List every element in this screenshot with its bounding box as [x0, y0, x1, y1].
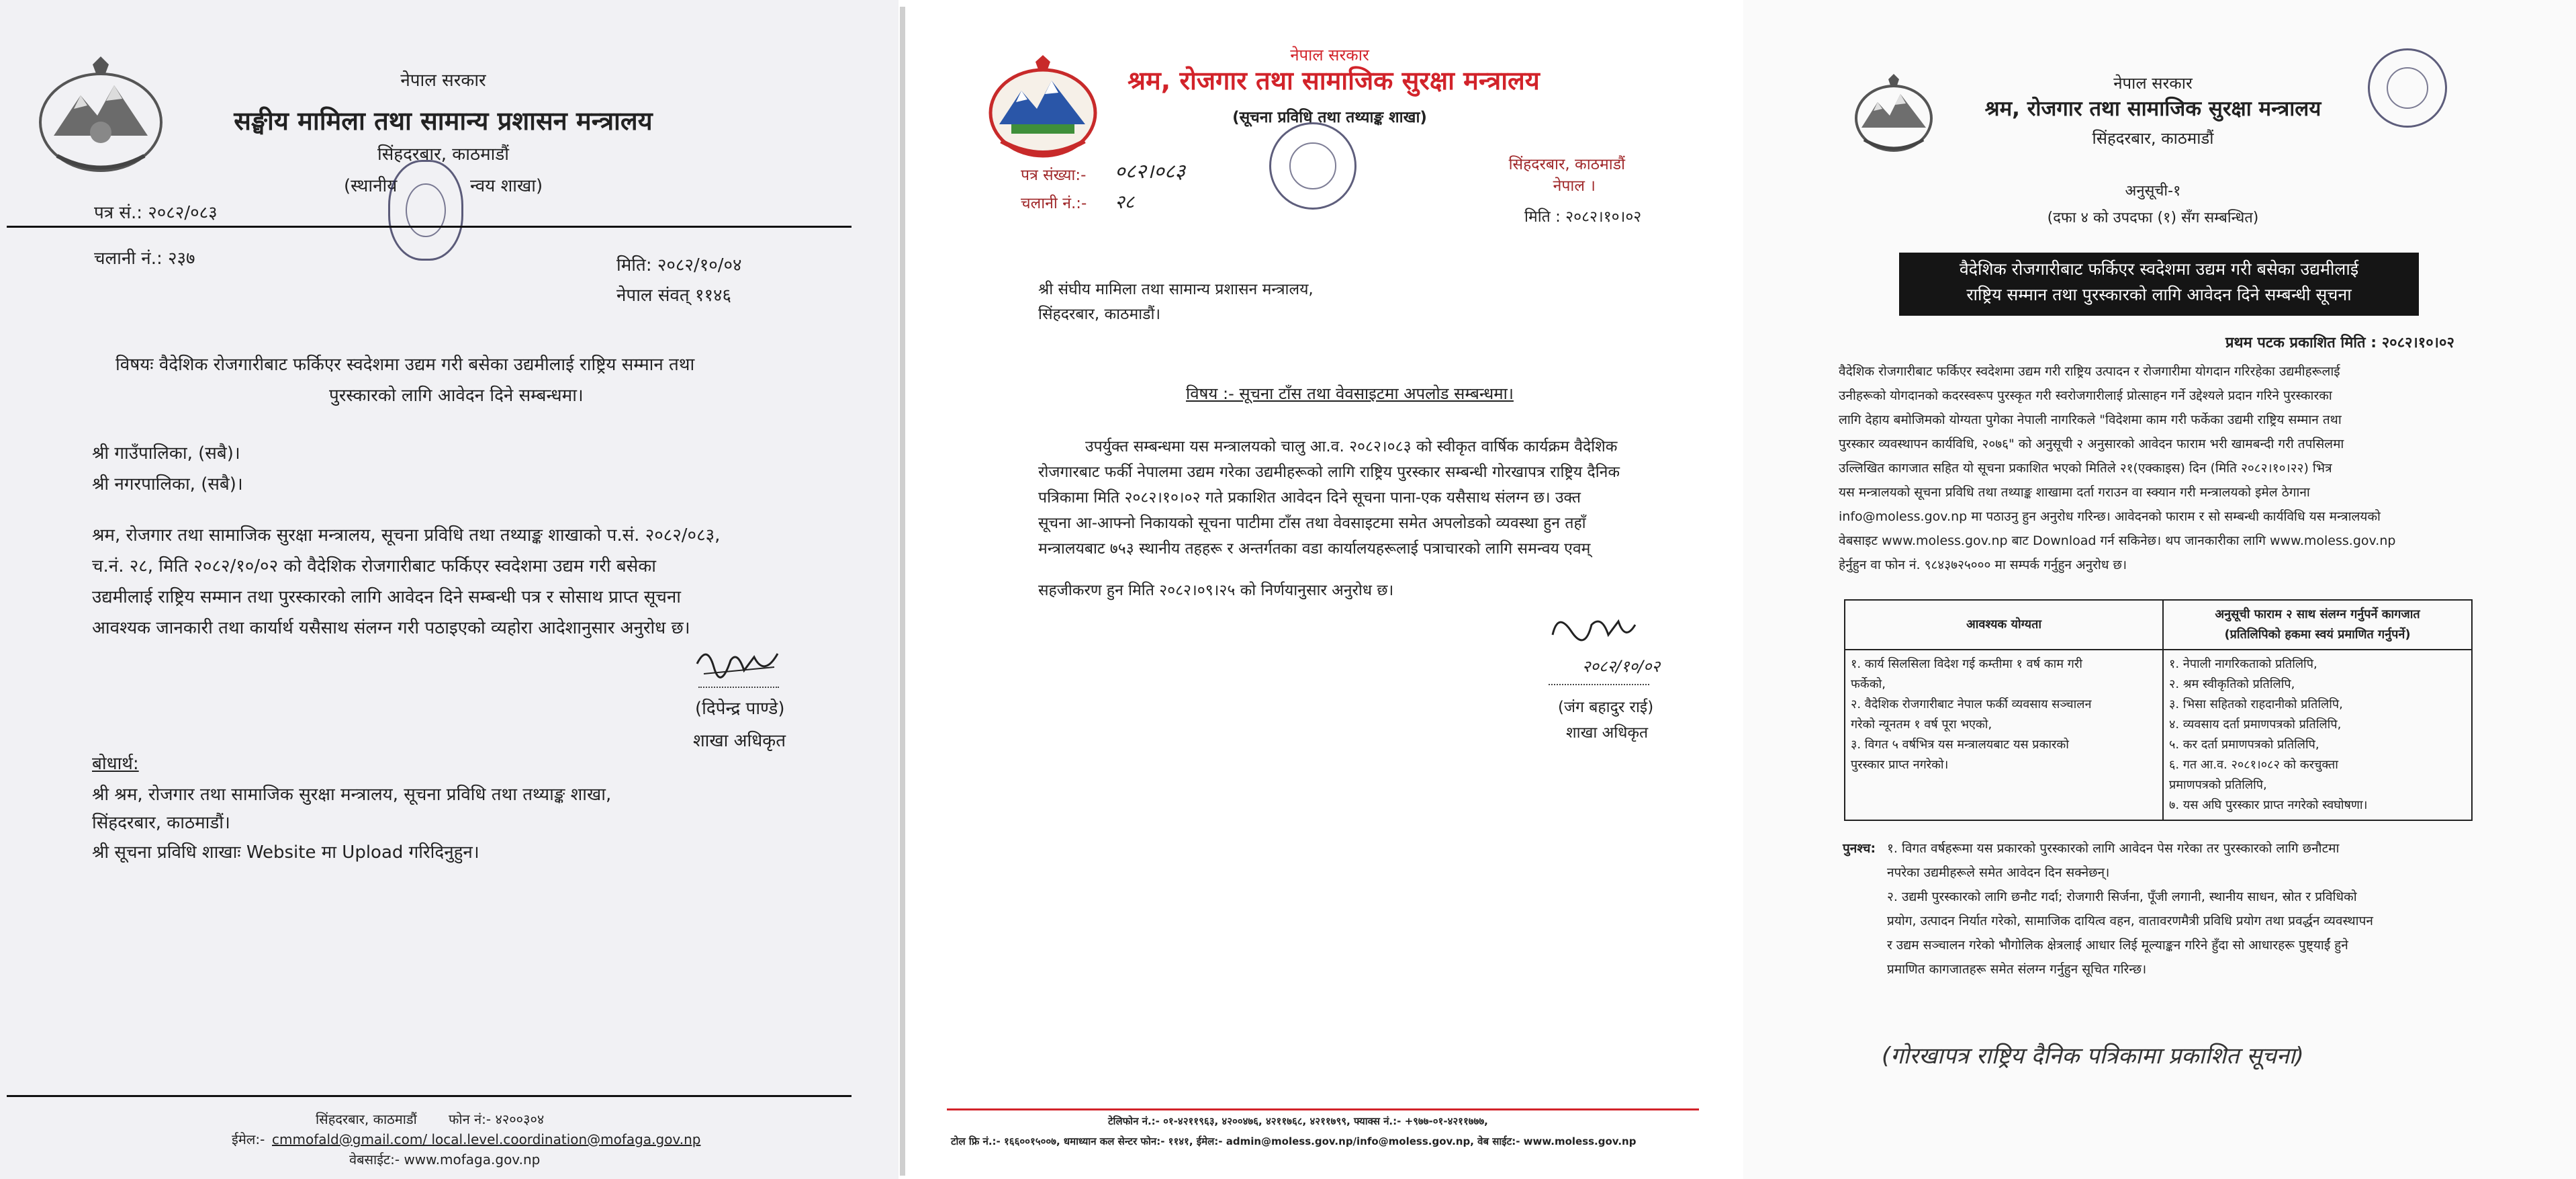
- signer-name: (जंग बहादुर राई): [1558, 699, 1654, 716]
- letter-moless: [913, 0, 1734, 1179]
- body-line: च.नं. २८, मिति २०८२/१०/०२ को वैदेशिक रोजगारीबाट फर्किएर स्वदेशमा उद्यम गरी बसेका: [92, 556, 657, 576]
- note-line: प्रयोग, उत्पादन निर्यात गरेको, सामाजिक दायित्व वहन, वातावरणमैत्री प्रविधि प्रयोग तथा प्रवर्द्धन व्यवस्थापन: [1887, 914, 2373, 928]
- gov-heading: नेपाल सरकार: [2113, 74, 2193, 93]
- nepal-samvat-date: नेपाल संवत् ११४६: [616, 286, 732, 306]
- office-address: सिंहदरबार, काठमाडौं: [1508, 156, 1625, 173]
- banner-line: वैदेशिक रोजगारीबाट फर्किएर स्वदेशमा उद्यम गरी बसेका उद्यमीलाई: [1959, 259, 2359, 279]
- cc-line: श्री सूचना प्रविधि शाखाः Website मा Upload गरिदिनुहुन।: [92, 842, 479, 863]
- banner-line: राष्ट्रिय सम्मान तथा पुरस्कारको लागि आवेदन दिने सम्बन्धी सूचना: [1966, 285, 2352, 304]
- list-item: ३. विगत ५ वर्षभित्र यस मन्त्रालयबाट यस प्रकारको: [1851, 738, 2069, 752]
- notice-annex: [1743, 0, 2576, 1179]
- requirements-table: [1844, 599, 2473, 821]
- dispatch-value: २८: [1115, 191, 1135, 213]
- eligibility-cell: [1845, 650, 2163, 820]
- page-edge: [900, 7, 905, 1176]
- note-line: र उद्यम सञ्चालन गरेको भौगोलिक क्षेत्रलाई आधार लिई मूल्याङ्कन गरिने हुँदा सो आधारहरू पुष्ट्याईं हुने: [1887, 938, 2348, 953]
- body-line: पुरस्कार व्यवस्थापन कार्यविधि, २०७६" को अनुसूची २ अनुसारको आवेदन फाराम भरी खामबन्दी गरी तपसिलमा: [1839, 437, 2344, 451]
- body-line: आवश्यक जानकारी तथा कार्यार्थ यसैसाथ संलग्न गरी पठाइएको व्यहोरा आदेशानुसार अनुरोध छ।: [92, 618, 690, 638]
- signature-icon: [1545, 605, 1639, 658]
- footer-website[interactable]: वेबसाईट:- www.mofaga.gov.np: [349, 1151, 541, 1168]
- documents-cell: [2163, 650, 2472, 820]
- list-item: १. नेपाली नागरिकताको प्रतिलिपि,: [2169, 657, 2317, 671]
- list-item: २. वैदेशिक रोजगारीबाट नेपाल फर्की व्यवसाय सञ्चालन: [1851, 697, 2092, 711]
- list-item: फर्केको,: [1851, 677, 1886, 691]
- ref-label: पत्र संख्या:-: [1021, 167, 1087, 184]
- footer-email-label: ईमेल:-: [232, 1131, 265, 1147]
- ministry-name: सङ्घीय मामिला तथा सामान्य प्रशासन मन्त्रालय: [234, 106, 653, 136]
- office-address: सिंहदरबार, काठमाडौं: [377, 144, 510, 165]
- section-name: (सूचना प्रविधि तथा तथ्याङ्क शाखा): [1232, 109, 1427, 126]
- subject-line: विषय :- सूचना टाँस तथा वेवसाइटमा अपलोड सम्बन्धमा।: [1186, 384, 1514, 403]
- ministry-name: श्रम, रोजगार तथा सामाजिक सुरक्षा मन्त्रालय: [1128, 66, 1540, 95]
- list-item: ३. भिसा सहितको राहदानीको प्रतिलिपि,: [2169, 697, 2343, 711]
- nepal-emblem-icon: [1851, 74, 1937, 155]
- body-line: वैदेशिक रोजगारीबाट फर्किएर स्वदेशमा उद्यम गरी राष्ट्रिय उत्पादन र रोजगारीमा योगदान गरिरहेका उद्यमीहरूलाई: [1839, 364, 2340, 379]
- signature-icon: [690, 637, 784, 691]
- list-item: १. कार्य सिलसिला विदेश गई कम्तीमा १ वर्ष काम गरी: [1851, 657, 2082, 671]
- subject-line: पुरस्कारको लागि आवेदन दिने सम्बन्धमा।: [329, 386, 584, 406]
- office-stamp: [1269, 122, 1356, 210]
- nepal-emblem-icon: [984, 54, 1101, 161]
- nepal-emblem-icon: [34, 55, 168, 176]
- list-item: गरेको न्यूनतम १ वर्ष पूरा भएको,: [1851, 717, 1992, 732]
- header-rule: [7, 226, 852, 228]
- office-stamp: [2368, 48, 2447, 128]
- signer-title: शाखा अधिकृत: [693, 731, 786, 751]
- list-item: ६. गत आ.व. २०८१।०८२ को करचुक्ता: [2169, 758, 2338, 772]
- body-line[interactable]: info@moless.gov.np मा पठाउनु हुन अनुरोध गरिन्छ। आवेदनको फाराम र सो सम्बन्धी कार्यविधि यस मन्त्रालयको: [1839, 509, 2381, 524]
- table-header-line: अनुसूची फाराम २ साथ संलग्न गर्नुपर्ने कागजात: [2215, 607, 2420, 621]
- body-line: लागि देहाय बमोजिमको योग्यता पुगेका नेपाली नागरिकले "विदेशमा काम गरी फर्केका उद्यमी राष्ट्रिय सम्मान तथा: [1839, 412, 2342, 427]
- dispatch-number: चलानी नं.: २३७: [94, 249, 195, 269]
- recipient-line: श्री संघीय मामिला तथा सामान्य प्रशासन मन्त्रालय,: [1038, 281, 1314, 298]
- note-line: नपरेका उद्यमीहरूले समेत आवेदन दिन सक्नेछन्।: [1887, 865, 2110, 880]
- body-line: उनीहरूको योगदानको कदरस्वरूप पुरस्कृत गरी स्वरोजगारीलाई प्रोत्साहन गर्ने उद्देश्यले प्रदान गरिने पुरस्कारका: [1839, 388, 2332, 403]
- section-name-tail: न्वय शाखा): [470, 176, 543, 196]
- body-line: मन्त्रालयबाट ७५३ स्थानीय तहहरू र अन्तर्गतका वडा कार्यालयहरूलाई पत्राचारको लागि समन्वय एवम्: [1038, 540, 1591, 558]
- body-line: सहजीकरण हुन मिति २०८२।०९।२५ को निर्णयानुसार अनुरोध छ।: [1038, 582, 1394, 599]
- note-line: १. विगत वर्षहरूमा यस प्रकारको पुरस्कारको लागि आवेदन पेस गरेका तर पुरस्कारको लागि छनौटमा: [1887, 841, 2340, 856]
- section-name: (स्थानीय: [344, 176, 398, 196]
- annex-reference: (दफा ४ को उपदफा (१) सँग सम्बन्धित): [2047, 210, 2259, 226]
- ministry-name: श्रम, रोजगार तथा सामाजिक सुरक्षा मन्त्रालय: [1984, 97, 2321, 121]
- sign-date: २०८२/१०/०२: [1582, 657, 1661, 676]
- note-label: पुनश्च:: [1843, 841, 1876, 856]
- signer-title: शाखा अधिकृत: [1566, 724, 1649, 742]
- ref-value: ०८२।०८३: [1115, 160, 1185, 183]
- subject-line: विषयः वैदेशिक रोजगारीबाट फर्किएर स्वदेशमा उद्यम गरी बसेका उद्यमीलाई राष्ट्रिय सम्मान तथा: [116, 355, 695, 375]
- body-line[interactable]: वेबसाइट www.moless.gov.np बाट Download गर्न सकिनेछ। थप जानकारीका लागि www.moless.gov.np: [1839, 533, 2396, 548]
- footer-contact[interactable]: टोल फ्रि नं.:- १६६००१५००७, धमाध्यान कल सेन्टर फोन:- ११४१, ईमेल:- admin@moless.gov.np/info@moless.gov.np, वेब साईट:- www.moless.gov.np: [951, 1135, 1637, 1147]
- body-line: सूचना आ-आफ्नो निकायको सूचना पाटीमा टाँस तथा वेवसाइटमा समेत अपलोडको व्यवस्था हुन तहाँ: [1038, 515, 1586, 532]
- signature-line: [698, 687, 779, 688]
- note-line: प्रमाणित कागजातहरू समेत संलग्न गर्नुहुन सूचित गरिन्छ।: [1887, 962, 2147, 977]
- page-gap: [1734, 0, 1743, 1179]
- gov-heading: नेपाल सरकार: [400, 71, 486, 91]
- footer-address: सिंहदरबार, काठमाडौं: [316, 1111, 417, 1127]
- letter-mofaga: [0, 0, 899, 1179]
- office-stamp: [388, 160, 463, 261]
- list-item: २. श्रम स्वीकृतिको प्रतिलिपि,: [2169, 677, 2295, 691]
- body-line: यस मन्त्रालयको सूचना प्रविधि तथा तथ्याङ्क शाखामा दर्ता गराउन वा स्क्यान गरी मन्त्रालयको इमेल ठेगाना: [1839, 485, 2310, 500]
- list-item: ४. व्यवसाय दर्ता प्रमाणपत्रको प्रतिलिपि,: [2169, 717, 2342, 732]
- gov-heading: नेपाल सरकार: [1290, 46, 1369, 64]
- table-header-line: (प्रतिलिपिको हकमा स्वयं प्रमाणित गर्नुपर्ने): [2224, 627, 2411, 642]
- list-item: पुरस्कार प्राप्त नगरेको।: [1851, 758, 1949, 772]
- footer-rule: [947, 1108, 1699, 1110]
- recipient-line: सिंहदरबार, काठमाडौं।: [1038, 306, 1161, 323]
- office-country: नेपाल ।: [1553, 177, 1596, 195]
- body-line: श्रम, रोजगार तथा सामाजिक सुरक्षा मन्त्रालय, सूचना प्रविधि तथा तथ्याङ्क शाखाको प.सं. २०८२/०८३,: [92, 525, 721, 545]
- letter-date: मिति: २०८२/१०/०४: [616, 255, 742, 275]
- body-line: रोजगारबाट फर्की नेपालमा उद्यम गरेका उद्यमीहरूको लागि राष्ट्रिय पुरस्कार सम्बन्धी गोरखापत्र राष्ट्रिय दैनिक: [1038, 464, 1620, 481]
- footer-email[interactable]: cmmofald@gmail.com/ local.level.coordination@mofaga.gov.np: [272, 1131, 701, 1147]
- table-header: [2163, 600, 2472, 650]
- body-line: हेर्नुहुन वा फोन नं. ९८४३७२५००० मा सम्पर्क गर्नुहुन अनुरोध छ।: [1839, 558, 2127, 572]
- notice-banner: [1899, 253, 2419, 316]
- list-item: प्रमाणपत्रको प्रतिलिपि,: [2169, 778, 2267, 792]
- footer-rule: [7, 1095, 852, 1097]
- annex-label: अनुसूची-१: [2125, 183, 2181, 200]
- recipient: श्री गाउँपालिका, (सबै)।: [92, 443, 240, 464]
- note-line: २. उद्यमी पुरस्कारको लागि छनौट गर्दा; रोजगारी सिर्जना, पूँजी लगानी, स्थानीय साधन, स्रोत र प्रविधिको: [1887, 889, 2357, 904]
- list-item: ७. यस अघि पुरस्कार प्राप्त नगरेको स्वघोषणा।: [2169, 798, 2368, 812]
- cc-line: श्री श्रम, रोजगार तथा सामाजिक सुरक्षा मन्त्रालय, सूचना प्रविधि तथा तथ्याङ्क शाखा,: [92, 785, 612, 805]
- cc-heading: बोधार्थ:: [92, 754, 139, 774]
- dispatch-label: चलानी नं.:-: [1021, 195, 1087, 212]
- handwritten-note: (गोरखापत्र राष्ट्रिय दैनिक पत्रिकामा प्रकाशित सूचना): [1882, 1043, 2304, 1069]
- footer-contact: टेलिफोन नं.:- ०१-४२११९६३, ४२००४७६, ४२११७६८, ४२११७९९, फ्याक्स नं.:- +९७७-०१-४२११७७७,: [1108, 1115, 1488, 1127]
- body-line: उद्यमीलाई राष्ट्रिय सम्मान तथा पुरस्कारको लागि आवेदन दिने सम्बन्धी पत्र र सोसाथ प्राप्त सूचना: [92, 587, 681, 607]
- recipient: श्री नगरपालिका, (सबै)।: [92, 474, 243, 494]
- reference-number: पत्र सं.: २०८२/०८३: [94, 203, 218, 223]
- table-header: आवश्यक योग्यता: [1845, 600, 2163, 650]
- signer-name: (दिपेन्द्र पाण्डे): [695, 699, 785, 719]
- letter-date: मिति : २०८२।१०।०२: [1524, 208, 1642, 226]
- office-address: सिंहदरबार, काठमाडौं: [2092, 129, 2214, 148]
- first-published-date: प्रथम पटक प्रकाशित मिति : २०८२।१०।०२: [2225, 335, 2454, 351]
- cc-line: सिंहदरबार, काठमाडौं।: [92, 813, 230, 833]
- list-item: ५. कर दर्ता प्रमाणपत्रको प्रतिलिपि,: [2169, 738, 2319, 752]
- footer-phone: फोन नं:- ४२००३०४: [449, 1111, 545, 1127]
- body-line: पत्रिकामा मिति २०८२।१०।०२ गते प्रकाशित आवेदन दिने सूचना पाना-एक यसैसाथ संलग्न छ। उक्त: [1038, 489, 1581, 507]
- body-line: उपर्युक्त सम्बन्धमा यस मन्त्रालयको चालु आ.व. २०८२।०८३ को स्वीकृत वार्षिक कार्यक्रम वैदेशिक: [1085, 438, 1618, 455]
- body-line: उल्लिखित कागजात सहित यो सूचना प्रकाशित भएको मितिले २१(एक्काइस) दिन (मिति २०८२।१०।२२) भित्र: [1839, 461, 2332, 476]
- signature-line: [1549, 684, 1649, 685]
